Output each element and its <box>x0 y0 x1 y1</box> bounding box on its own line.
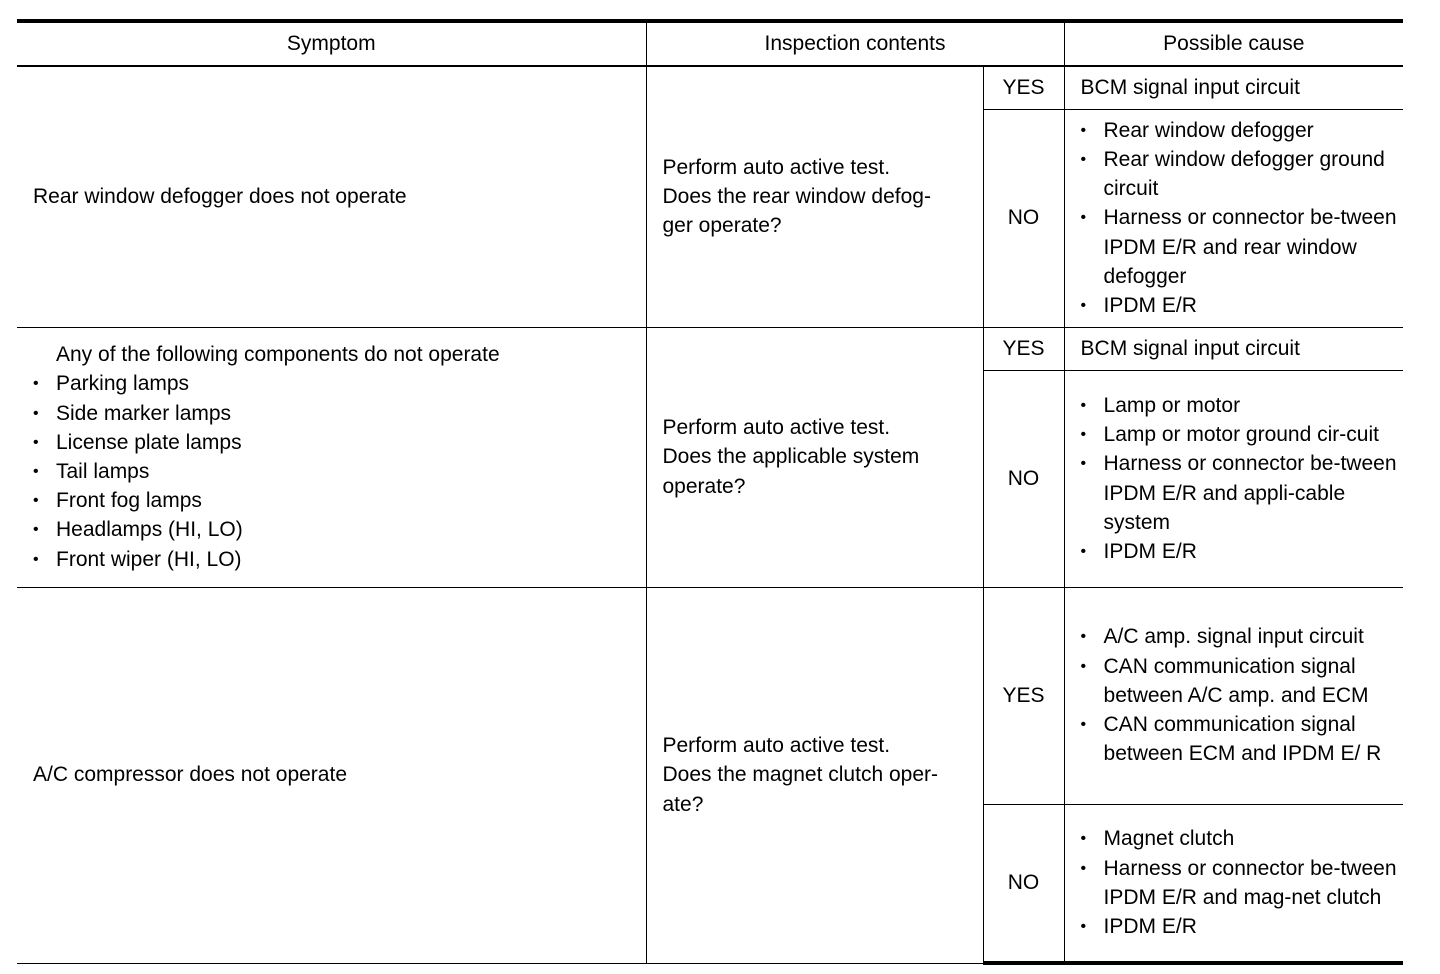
table-row <box>17 327 1403 370</box>
component-item: • Parking lamps <box>33 369 638 398</box>
symptom-cell <box>17 327 646 587</box>
cause-item: • Rear window defogger ground circuit <box>1081 145 1398 203</box>
component-item: • Side marker lamps <box>33 399 638 428</box>
cause-item: • CAN communication signal between A/C amp. and ECM <box>1081 652 1398 710</box>
component-item: • Headlamps (HI, LO) <box>33 515 638 544</box>
symptom-text: A/C compressor does not operate <box>33 763 347 787</box>
cause-item: • A/C amp. signal input circuit <box>1081 622 1398 651</box>
component-item: • Front wiper (HI, LO) <box>33 545 638 574</box>
symptom-cell <box>17 66 646 327</box>
cause-item: • Lamp or motor ground cir-cuit <box>1081 420 1398 449</box>
symptom-cell <box>17 587 646 963</box>
no-label: NO <box>983 109 1064 327</box>
no-causes-cell <box>1064 804 1403 963</box>
cause-item: • Lamp or motor <box>1081 391 1398 420</box>
yes-label: YES <box>983 327 1064 370</box>
diagnosis-table <box>17 19 1403 965</box>
yes-cause: BCM signal input circuit <box>1064 66 1403 109</box>
header-possible-cause: Possible cause <box>1064 21 1403 66</box>
cause-item: • Magnet clutch <box>1081 824 1398 853</box>
cause-item: • IPDM E/R <box>1081 291 1398 320</box>
component-item: • Front fog lamps <box>33 486 638 515</box>
inspection-cell <box>646 587 983 963</box>
cause-item: • CAN communication signal between ECM and IPDM E/ R <box>1081 710 1398 768</box>
cause-item: • IPDM E/R <box>1081 912 1398 941</box>
cause-item: • Rear window defogger <box>1081 116 1398 145</box>
inspection-line: ger operate? <box>662 214 782 238</box>
inspection-line: Perform auto active test. <box>662 155 891 179</box>
cause-item: • Harness or connector be-tween IPDM E/R and mag-net clutch <box>1081 854 1398 912</box>
no-label: NO <box>983 804 1064 963</box>
symptom-intro: Any of the following components do not operate <box>56 343 500 367</box>
no-causes-cell <box>1064 109 1403 327</box>
inspection-line: Perform auto active test. <box>662 416 891 440</box>
yes-label: YES <box>983 587 1064 804</box>
inspection-cell <box>646 66 983 327</box>
no-label: NO <box>983 370 1064 587</box>
cause-item: • Harness or connector be-tween IPDM E/R and appli-cable system <box>1081 449 1398 537</box>
inspection-line: Perform auto active test. <box>662 734 891 758</box>
component-list <box>33 369 638 573</box>
cause-list <box>1081 622 1398 768</box>
cause-list <box>1081 824 1398 941</box>
yes-cause: BCM signal input circuit <box>1064 327 1403 370</box>
yes-causes-cell <box>1064 587 1403 804</box>
header-symptom: Symptom <box>17 21 646 66</box>
inspection-line: Does the magnet clutch oper- <box>662 763 938 787</box>
cause-item: • Harness or connector be-tween IPDM E/R and rear window defogger <box>1081 203 1398 291</box>
symptom-text: Rear window defogger does not operate <box>33 185 407 209</box>
no-causes-cell <box>1064 370 1403 587</box>
table-row <box>17 66 1403 109</box>
inspection-line: operate? <box>662 474 746 498</box>
inspection-cell <box>646 327 983 587</box>
table-row <box>17 587 1403 804</box>
component-item: • License plate lamps <box>33 428 638 457</box>
yes-label: YES <box>983 66 1064 109</box>
header-inspection-contents: Inspection contents <box>646 21 1064 66</box>
inspection-line: Does the applicable system <box>662 445 920 469</box>
cause-list <box>1081 116 1398 320</box>
inspection-line: Does the rear window defog- <box>662 185 931 209</box>
cause-list <box>1081 391 1398 566</box>
component-item: • Tail lamps <box>33 457 638 486</box>
header-row <box>17 21 1403 66</box>
inspection-line: ate? <box>662 792 704 816</box>
cause-item: • IPDM E/R <box>1081 537 1398 566</box>
